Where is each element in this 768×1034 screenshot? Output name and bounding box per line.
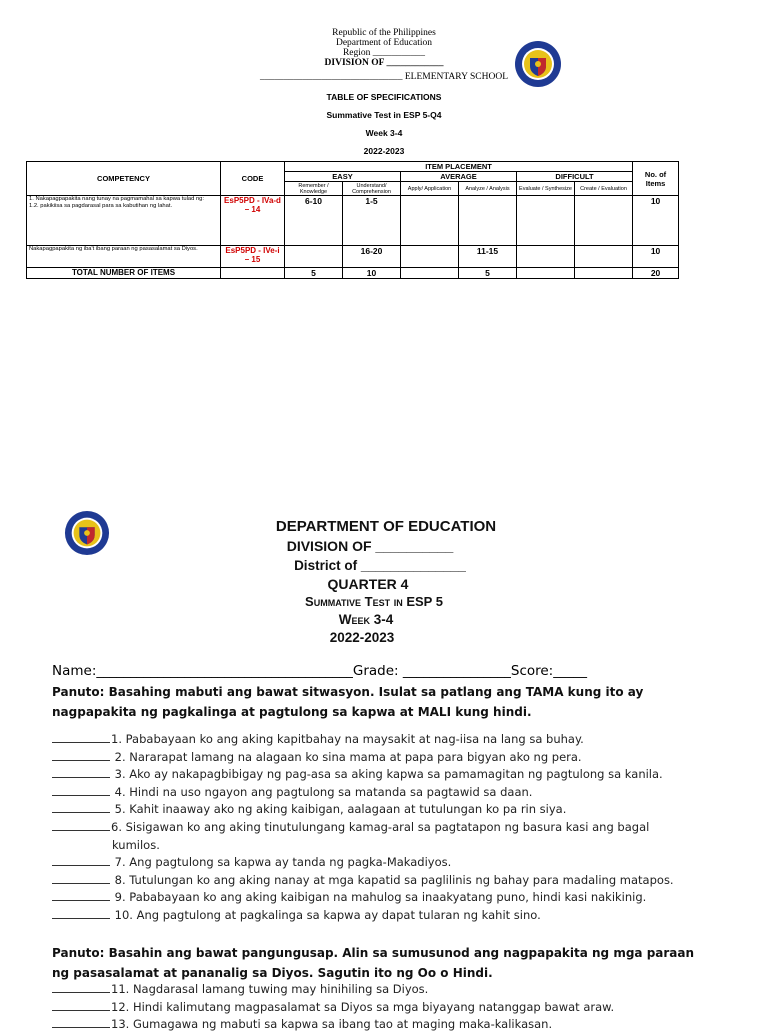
tos-year: 2022-2023 bbox=[363, 146, 405, 156]
list-item: 8. Tutulungan ko ang aking nanay at mga kapatid sa paglilinis ng bahay para madaling matapos. bbox=[52, 872, 732, 890]
header-block bbox=[0, 28, 768, 82]
answer-blank[interactable] bbox=[52, 872, 110, 884]
sub-evaluate: Evaluate / Synthesize bbox=[517, 182, 575, 196]
answer-blank[interactable] bbox=[52, 854, 110, 866]
deped-seal-icon bbox=[514, 40, 562, 88]
header-easy: EASY bbox=[285, 172, 401, 182]
header-code: CODE bbox=[221, 162, 285, 196]
list-item: 12. Hindi kalimutang magpasalamat sa Diyos sa mga biyayang natanggap bawat araw. bbox=[52, 999, 732, 1017]
placement-cell bbox=[575, 246, 633, 268]
list-item: 13. Gumagawa ng mabuti sa kapwa sa ibang tao at maging maka-kalikasan. bbox=[52, 1016, 732, 1034]
sub-understand: Understand/ Comprehension bbox=[343, 182, 401, 196]
district-line: District of ______________ bbox=[294, 558, 466, 573]
items-list-2 bbox=[52, 981, 732, 1034]
tos-title: TABLE OF SPECIFICATIONS bbox=[326, 92, 442, 102]
items-cell: 10 bbox=[633, 196, 679, 246]
table-row bbox=[27, 246, 679, 268]
instructions-1: Panuto: Basahing mabuti ang bawat sitwasyon. Isulat sa patlang ang TAMA kung ito ay nagpapakita ng pagkalinga at pagtulong sa kapwa at MALI kung hindi. bbox=[52, 685, 644, 719]
tos-week: Week 3-4 bbox=[365, 128, 403, 138]
header-no-items: No. of Items bbox=[633, 162, 679, 196]
total-cell: 5 bbox=[285, 268, 343, 279]
dept-title: DEPARTMENT OF EDUCATION bbox=[275, 518, 497, 535]
answer-blank[interactable] bbox=[52, 981, 110, 993]
sub-apply: Apply/ Application bbox=[401, 182, 459, 196]
header-competency: COMPETENCY bbox=[27, 162, 221, 196]
test-title: Summative Test in ESP 5 bbox=[305, 594, 443, 609]
placement-cell bbox=[285, 246, 343, 268]
total-cell bbox=[575, 268, 633, 279]
quarter-line: QUARTER 4 bbox=[327, 576, 409, 592]
placement-cell: 1-5 bbox=[343, 196, 401, 246]
list-item: 4. Hindi na uso ngayon ang pagtulong sa matanda sa pagtawid sa daan. bbox=[52, 784, 732, 802]
list-item: 9. Pababayaan ko ang aking kaibigan na mahulog sa inaakyatang puno, hindi kasi nakikinig. bbox=[52, 889, 732, 907]
placement-cell: 16-20 bbox=[343, 246, 401, 268]
total-row bbox=[27, 268, 679, 279]
table-row bbox=[27, 196, 679, 246]
answer-blank[interactable] bbox=[52, 731, 110, 743]
total-cell: 10 bbox=[343, 268, 401, 279]
placement-cell: 11-15 bbox=[459, 246, 517, 268]
list-item: 1. Pababayaan ko ang aking kapitbahay na maysakit at nag-iisa na lang sa buhay. bbox=[52, 731, 732, 749]
header-division: DIVISION OF ____________ bbox=[324, 58, 444, 68]
header-department: Department of Education bbox=[335, 38, 433, 48]
table-of-specifications bbox=[26, 161, 679, 279]
sub-analyze: Analyze / Analysis bbox=[459, 182, 517, 196]
answer-blank[interactable] bbox=[52, 766, 110, 778]
placement-cell bbox=[401, 246, 459, 268]
placement-cell bbox=[401, 196, 459, 246]
answer-blank[interactable] bbox=[52, 999, 110, 1011]
total-cell bbox=[517, 268, 575, 279]
placement-cell: 6-10 bbox=[285, 196, 343, 246]
list-item: 10. Ang pagtulong at pagkalinga sa kapwa ay dapat tularan ng kahit sino. bbox=[52, 907, 732, 925]
items-cell: 10 bbox=[633, 246, 679, 268]
placement-cell bbox=[517, 246, 575, 268]
list-item: 2. Nararapat lamang na alagaan ko sina mama at papa para bigyan ako ng pera. bbox=[52, 749, 732, 767]
code-cell: EsP5PD - IVe-i – 15 bbox=[221, 246, 285, 268]
items-list-1 bbox=[52, 731, 732, 925]
total-code-cell bbox=[221, 268, 285, 279]
year-line: 2022-2023 bbox=[329, 630, 395, 645]
header-difficult: DIFFICULT bbox=[517, 172, 633, 182]
answer-blank[interactable] bbox=[52, 784, 110, 796]
answer-blank[interactable] bbox=[52, 749, 110, 761]
tos-subtitle: Summative Test in ESP 5-Q4 bbox=[326, 110, 442, 120]
sub-create: Create / Evaluation bbox=[575, 182, 633, 196]
header-republic: Republic of the Philippines bbox=[332, 28, 436, 38]
answer-blank[interactable] bbox=[52, 1016, 110, 1028]
answer-blank[interactable] bbox=[52, 801, 110, 813]
competency-cell: 1. Nakapagpapakita nang tunay na pagmamahal sa kapwa tulad ng: 1.2. pakikiisa sa pagdarasal para sa kabutihan ng lahat. bbox=[27, 196, 221, 246]
name-grade-score-line[interactable]: Name:______________________________________Grade: ________________Score:_____ bbox=[52, 663, 587, 679]
division-line: DIVISION OF __________ bbox=[286, 538, 454, 554]
answer-blank[interactable] bbox=[52, 889, 110, 901]
answer-blank[interactable] bbox=[52, 907, 110, 919]
list-item: 6. Sisigawan ko ang aking tinutulungang kamag-aral sa pagtatapon ng basura kasi ang bagal bbox=[52, 819, 732, 837]
total-cell bbox=[401, 268, 459, 279]
list-item: 11. Nagdarasal lamang tuwing may hinihiling sa Diyos. bbox=[52, 981, 732, 999]
list-item: 7. Ang pagtulong sa kapwa ay tanda ng pagka-Makadiyos. bbox=[52, 854, 732, 872]
grand-total-cell: 20 bbox=[633, 268, 679, 279]
total-label: TOTAL NUMBER OF ITEMS bbox=[27, 268, 221, 279]
list-item-continuation: kumilos. bbox=[112, 837, 160, 852]
code-cell: EsP5PD - IVa-d – 14 bbox=[221, 196, 285, 246]
placement-cell bbox=[517, 196, 575, 246]
total-cell: 5 bbox=[459, 268, 517, 279]
competency-cell: Nakapagpapakita ng iba't ibang paraan ng pasasalamat sa Diyos. bbox=[27, 246, 221, 268]
header-average: AVERAGE bbox=[401, 172, 517, 182]
placement-cell bbox=[575, 196, 633, 246]
list-item: 5. Kahit inaaway ako ng aking kaibigan, aalagaan at tutulungan ko pa rin siya. bbox=[52, 801, 732, 819]
header-school: ______________________________ ELEMENTARY SCHOOL bbox=[260, 72, 508, 82]
header-region: Region ___________ bbox=[342, 48, 426, 58]
answer-blank[interactable] bbox=[52, 819, 110, 831]
sub-remember: Remember / Knowledge bbox=[285, 182, 343, 196]
placement-cell bbox=[459, 196, 517, 246]
week-line: Week 3-4 bbox=[338, 612, 394, 627]
list-item: 3. Ako ay nakapagbibigay ng pag-asa sa aking kapwa sa pamamagitan ng pagtulong sa kanila. bbox=[52, 766, 732, 784]
header-item-placement: ITEM PLACEMENT bbox=[285, 162, 633, 172]
instructions-2: Panuto: Basahin ang bawat pangungusap. Alin sa sumusunod ang nagpapakita ng mga paraan ng pasasalamat at pananalig sa Diyos. Sagutin ito ng Oo o Hindi. bbox=[52, 946, 695, 980]
